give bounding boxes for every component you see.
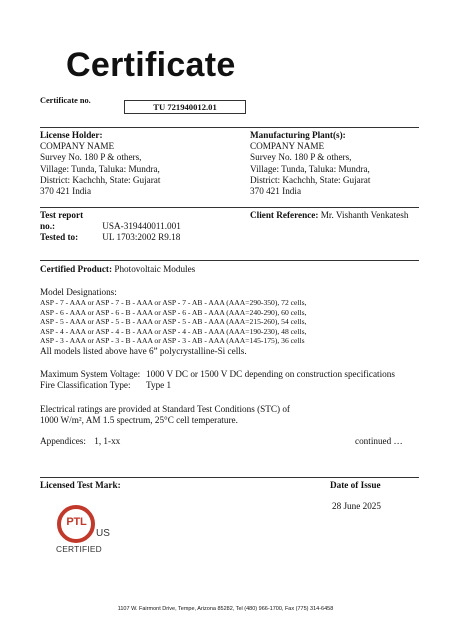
model-designations-note: All models listed above have 6” polycrystalline-Si cells. (40, 346, 247, 356)
certified-product-label: Certified Product: (40, 264, 113, 274)
manufacturing-plant-line: 370 421 India (250, 186, 302, 197)
certificate-number-box: TU 721940012.01 (124, 100, 246, 114)
fire-class-value: Type 1 (146, 380, 172, 391)
test-mark-label: Licensed Test Mark: (40, 480, 121, 490)
model-designation-line: ASP - 4 - AAA or ASP - 4 - B - AAA or ASP - 4 - AB - AAA (AAA=190-230), 48 cells, (40, 326, 307, 336)
test-report-label: Test report no.: (40, 210, 84, 232)
license-holder-line: 370 421 India (40, 186, 92, 197)
divider (40, 207, 419, 208)
fire-class-label: Fire Classification Type: (40, 380, 131, 391)
certificate-number-label: Certificate no. (40, 96, 91, 105)
license-holder-line: District: Kachchh, State: Gujarat (40, 174, 161, 185)
license-holder-line: Village: Tunda, Taluka: Mundra, (40, 163, 160, 174)
date-of-issue-value: 28 June 2025 (332, 501, 381, 511)
client-reference-label: Client Reference: (250, 210, 319, 220)
model-designation-line: ASP - 6 - AAA or ASP - 6 - B - AAA or ASP - 6 - AB - AAA (AAA=240-290), 60 cells, (40, 307, 307, 317)
footer-address: 1107 W. Fairmont Drive, Tempe, Arizona 85282, Tel (480) 966-1700, Fax (775) 314-6458 (117, 606, 334, 612)
manufacturing-plant-line: District: Kachchh, State: Gujarat (250, 174, 371, 185)
license-holder-line: COMPANY NAME (40, 141, 115, 152)
model-designation-line: ASP - 5 - AAA or ASP - 5 - B - AAA or ASP - 5 - AB - AAA (AAA=215-260), 54 cells, (40, 317, 307, 327)
manufacturing-plant-line: COMPANY NAME (250, 141, 325, 152)
manufacturing-plant-block (250, 130, 420, 197)
divider (40, 127, 419, 128)
ratings-block (40, 369, 425, 391)
manufacturing-plant-line: Village: Tunda, Taluka: Mundra, (250, 163, 370, 174)
continued-text: continued … (355, 436, 403, 446)
model-designation-line: ASP - 7 - AAA or ASP - 7 - B - AAA or ASP - 7 - AB - AAA (AAA=290-350), 72 cells, (40, 298, 307, 307)
client-reference-value: Mr. Vishanth Venkatesh (320, 210, 409, 220)
electrical-block (40, 404, 425, 426)
ptl-logo-sub: CERTIFIED (56, 544, 102, 554)
date-of-issue-label: Date of Issue (330, 480, 381, 490)
certificate-title: Certificate (66, 46, 236, 84)
license-holder-block (40, 130, 235, 197)
manufacturing-plant-line: Survey No. 180 P & others, (250, 152, 352, 163)
max-voltage-value: 1000 V DC or 1500 V DC depending on construction specifications (146, 369, 395, 379)
certified-product-value: Photovoltaic Modules (114, 264, 196, 274)
certified-product-row (40, 264, 195, 275)
model-designations-list (40, 298, 420, 346)
model-designations-label: Model Designations: (40, 287, 117, 297)
electrical-line: Electrical ratings are provided at Standard Test Conditions (STC) of (40, 404, 290, 414)
divider (40, 260, 419, 261)
client-reference-block (250, 210, 420, 221)
electrical-line: 1000 W/m², AM 1.5 spectrum, 25°C cell temperature. (40, 415, 238, 426)
test-report-value: USA-319440011.001 (102, 221, 181, 232)
tested-to-label: Tested to: (40, 232, 79, 243)
ptl-certified-logo (56, 502, 120, 554)
manufacturing-plant-label: Manufacturing Plant(s): (250, 130, 346, 140)
model-designation-line: ASP - 3 - AAA or ASP - 3 - B - AAA or ASP - 3 - AB - AAA (AAA=145-175), 36 cells (40, 336, 305, 346)
ptl-logo-text: PTL (66, 516, 87, 528)
ptl-logo-region: US (96, 528, 110, 539)
license-holder-label: License Holder: (40, 130, 103, 140)
divider (40, 477, 419, 478)
appendices-row (40, 436, 120, 447)
license-holder-line: Survey No. 180 P & others, (40, 152, 142, 163)
max-voltage-label: Maximum System Voltage: (40, 369, 141, 379)
appendices-value: 1, 1-xx (94, 436, 121, 446)
appendices-label: Appendices: (40, 436, 86, 446)
test-report-block (40, 210, 245, 244)
tested-to-value: UL 1703:2002 R9.18 (102, 232, 181, 243)
